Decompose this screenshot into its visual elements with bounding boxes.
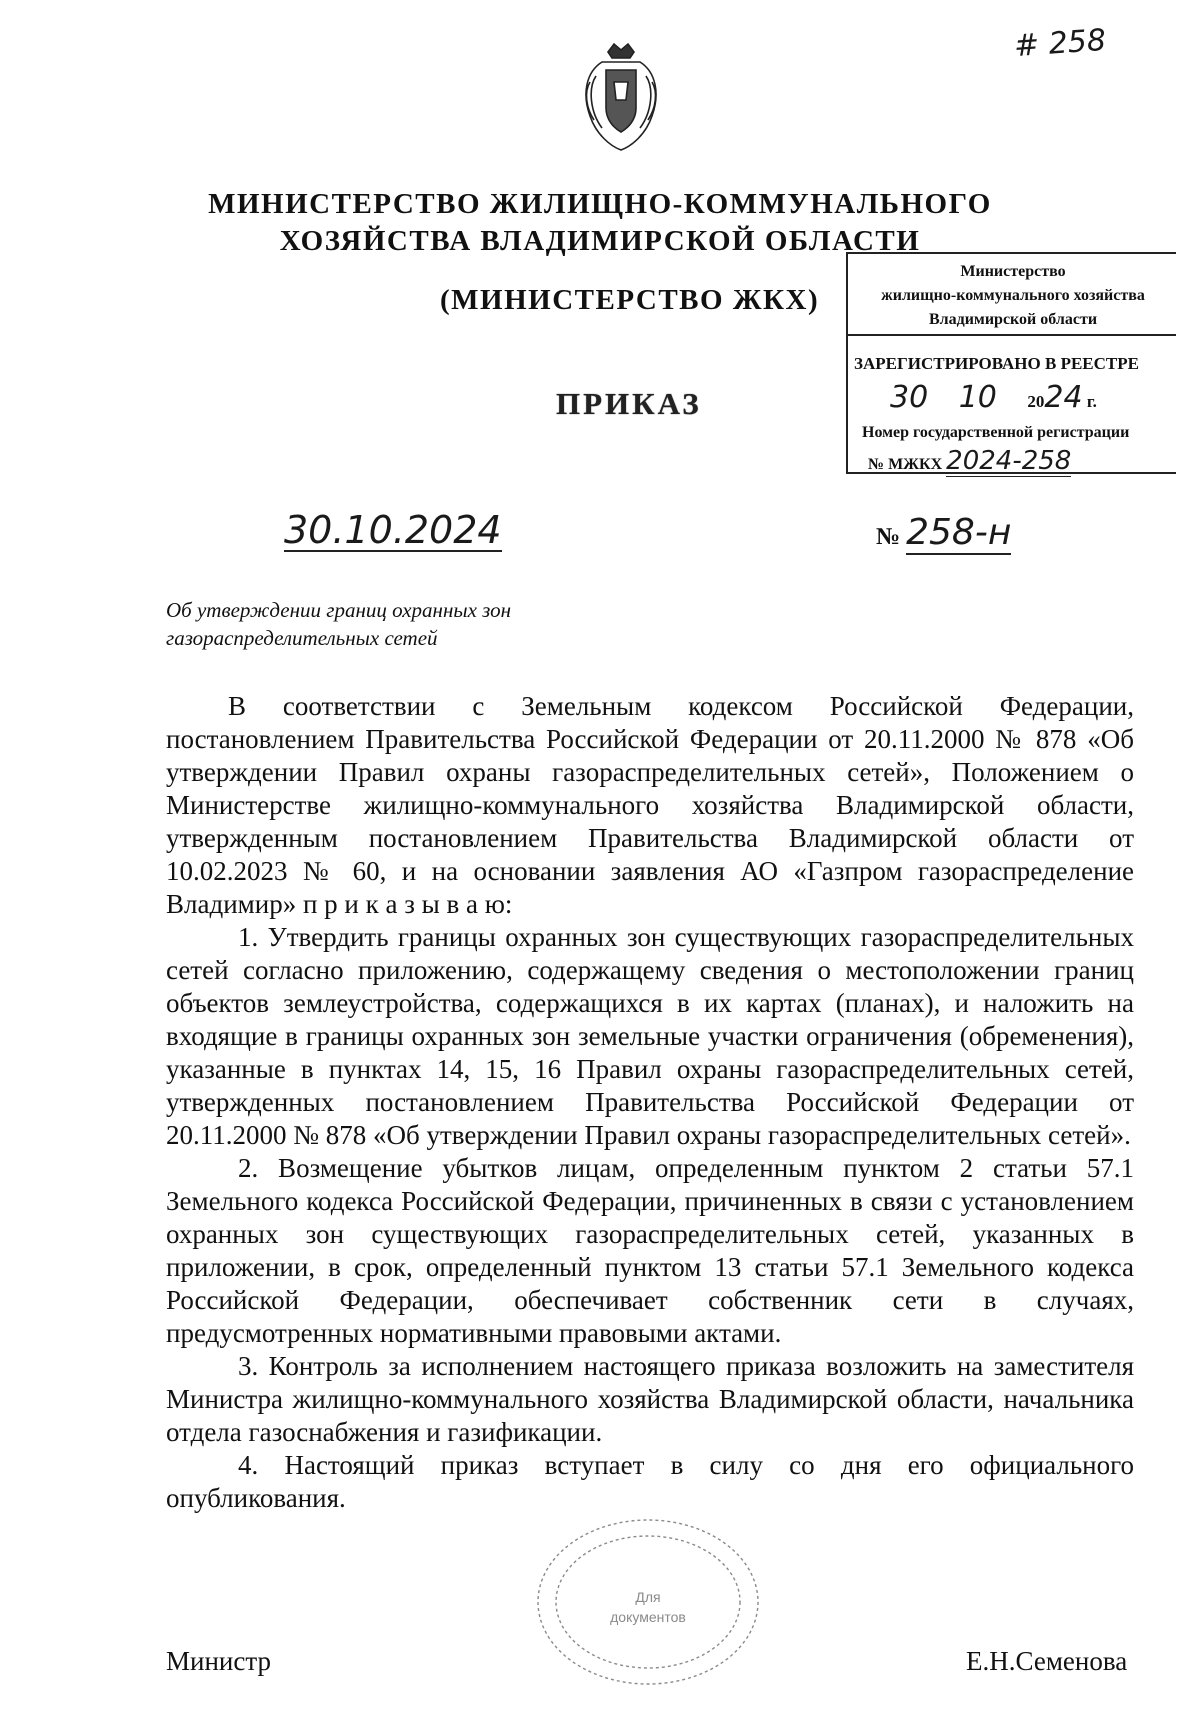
stamp-top-line <box>846 252 1176 254</box>
stamp-organization <box>852 260 1174 332</box>
stamp-day: 30 <box>890 380 929 415</box>
stamp-org-line2: жилищно-коммунального хозяйства <box>881 287 1145 304</box>
stamp-org-line1: Министерство <box>960 263 1066 280</box>
order-item-4: 4. Настоящий приказ вступает в силу со дня его официального опубликования. <box>166 1450 1134 1513</box>
document-type-title: ПРИКАЗ <box>556 386 702 421</box>
order-item-1: 1. Утвердить границы охранных зон существующих газораспределительных сетей согласно приложению, содержащему сведения о местоположении границ объектов землеустройства, содержащихся в их картах (планах), и наложить на входящие в границы охранных зон земельные участки ограничения (обременения), указанные в пунктах 14, 15, 16 Правил охраны газораспределительных сетей, утвержденных постановлением Правительства Российской Федерации от 20.11.2000 № 878 «Об утверждении Правил охраны газораспределительных сетей». <box>166 922 1134 1150</box>
ministry-title-line1: МИНИСТЕРСТВО ЖИЛИЩНО-КОММУНАЛЬНОГО <box>208 188 992 220</box>
stamp-month: 10 <box>958 380 997 415</box>
coat-of-arms-emblem <box>578 42 664 152</box>
stamp-registered-label: ЗАРЕГИСТРИРОВАНО В РЕЕСТРЕ <box>854 354 1139 373</box>
stamp-number-label: Номер государственной регистрации <box>862 424 1130 441</box>
stamp-org-line3: Владимирской области <box>928 311 1098 328</box>
order-number-value: 258-н <box>906 512 1012 553</box>
seal-line2: документов <box>610 1609 686 1625</box>
stamp-number-value: 2024-258 <box>946 446 1072 476</box>
preamble-paragraph: В соответствии с Земельным кодексом Российской Федерации, постановлением Правительства Российской Федерации от 20.11.2000 № 878 «Об утверждении Правил охраны газораспределительных сетей», Положением о Министерстве жилищно-коммунального хозяйства Владимирской области, утвержденным постановлением Правительства Владимирской области от 10.02.2023 № 60, и на основании заявления АО «Газпром газораспределение Владимир» п р и к а з ы в а ю: <box>166 691 1134 919</box>
seal-line1: Для <box>635 1589 661 1605</box>
order-item-2: 2. Возмещение убытков лицам, определенным пунктом 2 статьи 57.1 Земельного кодекса Российской Федерации, причиненных в связи с установлением охранных зон существующих газораспределительных сетей, указанных в приложении, в срок, определенный пунктом 13 статьи 57.1 Земельного кодекса Российской Федерации, обеспечивает собственник сети в случаях, предусмотренных нормативными правовыми актами. <box>166 1153 1134 1348</box>
signer-title: Министр <box>166 1646 271 1676</box>
stamp-year-prefix: 20 <box>1027 392 1045 411</box>
order-subject <box>166 596 511 652</box>
order-number <box>876 512 1011 553</box>
order-item-3: 3. Контроль за исполнением настоящего приказа возложить на заместителя Министра жилищно-коммунального хозяйства Владимирской области, начальника отдела газоснабжения и газификации. <box>166 1351 1134 1447</box>
signer-name: Е.Н.Семенова <box>966 1646 1128 1676</box>
subject-line2: газораспределительных сетей <box>166 626 438 650</box>
subject-line1: Об утверждении границ охранных зон <box>166 598 512 622</box>
stamp-number-prefix: № МЖКХ <box>868 456 943 473</box>
registration-stamp <box>846 252 1176 474</box>
stamp-divider <box>846 334 1176 336</box>
order-body <box>166 690 1134 1515</box>
ministry-short-name: (МИНИСТЕРСТВО ЖКХ) <box>440 284 820 316</box>
ministry-title-line2: ХОЗЯЙСТВА ВЛАДИМИРСКОЙ ОБЛАСТИ <box>279 225 921 257</box>
stamp-date-row <box>890 380 1097 415</box>
corner-handwritten-note: # 258 <box>1012 22 1108 65</box>
ministry-title <box>180 186 1020 260</box>
stamp-number-row <box>868 446 1071 476</box>
stamp-year-suffix: 24 <box>1044 380 1083 415</box>
order-number-prefix: № <box>876 524 901 550</box>
order-date: 30.10.2024 <box>284 508 502 552</box>
stamp-year-unit: г. <box>1086 392 1097 411</box>
document-seal <box>532 1516 764 1688</box>
